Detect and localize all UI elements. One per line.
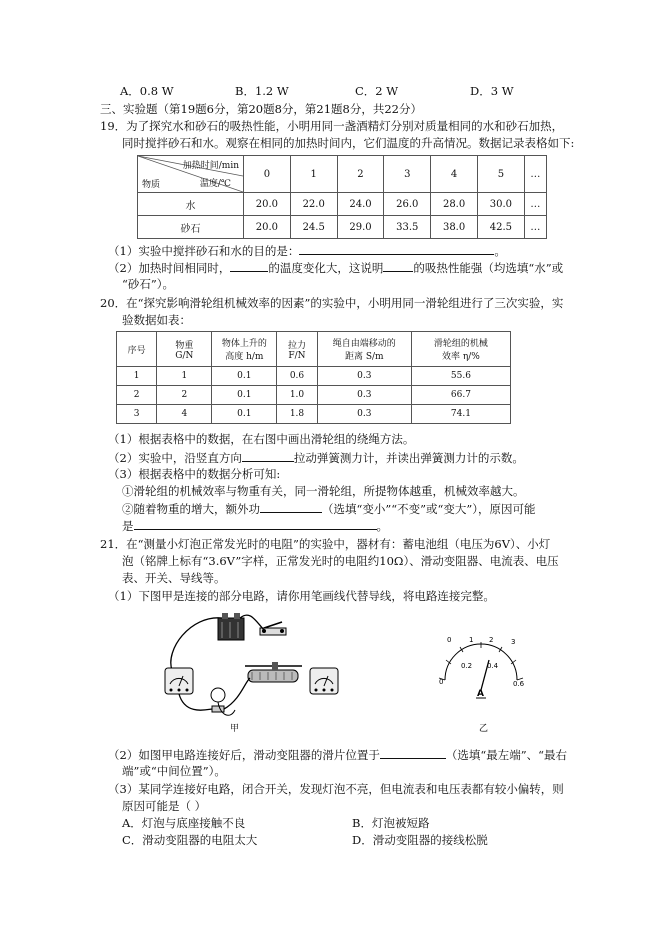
q19-s1 xyxy=(108,242,506,259)
table-row xyxy=(138,216,547,239)
cell: 38.0 xyxy=(431,216,478,239)
time-cell: 4 xyxy=(431,156,478,193)
battery-icon xyxy=(218,613,244,640)
cell: 0.3 xyxy=(317,405,411,424)
th-unit: 距离 S/m xyxy=(344,352,384,362)
meter-unit: A xyxy=(477,689,484,699)
th-text: 绳自由端移动的 xyxy=(332,339,396,349)
th-text: 拉力 xyxy=(287,340,306,351)
row-name: 水 xyxy=(138,193,244,216)
cell: 26.0 xyxy=(384,193,431,216)
q20-s3: （3）根据表格中的数据分析可知: xyxy=(108,467,281,481)
q21-s1: （1）下图甲是连接的部分电路，请你用笔画线代替导线，将电路连接完整。 xyxy=(108,589,495,603)
q20-s3-2-b: （选填“变小”“不变”或“变大”），原因可能 xyxy=(322,502,536,516)
circuit-figure xyxy=(160,610,350,735)
cell: 42.5 xyxy=(477,216,524,239)
cell: 20.0 xyxy=(244,193,291,216)
time-cell: 0 xyxy=(244,156,291,193)
ammeter-dial xyxy=(425,630,535,735)
tick-label: 0.4 xyxy=(487,662,499,670)
th-unit: F/N xyxy=(288,350,306,361)
header-substance: 物质 xyxy=(142,180,161,190)
table-row xyxy=(117,386,511,405)
th-efficiency xyxy=(411,332,510,367)
tick-label: 2 xyxy=(489,636,494,644)
q21-option-b: B．灯泡被短路 xyxy=(352,816,430,830)
ammeter-icon xyxy=(165,668,193,694)
q19-s2-d: “砂石”）。 xyxy=(122,277,175,291)
cell: 74.1 xyxy=(411,405,510,424)
th-text: 滑轮组的机械 xyxy=(433,339,488,349)
q20-s3-3 xyxy=(122,517,388,534)
voltmeter-icon xyxy=(310,668,338,694)
cell: 1.0 xyxy=(277,386,317,405)
time-cell: … xyxy=(524,156,546,193)
q19-s1-text: （1）实验中搅拌砂石和水的目的是： xyxy=(108,244,300,258)
q21-option-d: D．滑动变阻器的接线松脱 xyxy=(352,833,488,847)
cell: 2 xyxy=(157,386,212,405)
cell: 66.7 xyxy=(411,386,510,405)
cell: 0.1 xyxy=(212,386,277,405)
q20-s3-2-a: ②随着物重的增大，额外功 xyxy=(122,502,260,516)
cell: 30.0 xyxy=(477,193,524,216)
option-d: D．3 W xyxy=(470,84,514,98)
cell: … xyxy=(524,216,546,239)
q20-table xyxy=(116,331,511,424)
header-temp: 温度/℃ xyxy=(199,179,231,189)
header-time: 加热时间/min xyxy=(182,161,239,171)
th-unit: 高度 h/m xyxy=(225,352,264,362)
q20-s3-3-a: 是 xyxy=(122,519,134,533)
cell: 22.0 xyxy=(290,193,337,216)
answer-blank[interactable] xyxy=(383,259,413,272)
cell: 33.5 xyxy=(384,216,431,239)
table-row xyxy=(117,405,511,424)
q20-s2-a: （2）实验中，沿竖直方向 xyxy=(108,451,242,465)
cell: 4 xyxy=(157,405,212,424)
q20-line2: 验数据如表： xyxy=(122,313,191,327)
q21-line1: 21．在“测量小灯泡正常发光时的电阻”的实验中，器材有：蓄电池组（电压为6V）、小灯 xyxy=(100,537,551,551)
th-weight xyxy=(157,332,212,367)
q21-s2-b: （选填“最左端”、“最右 xyxy=(445,748,567,762)
cell: 0.1 xyxy=(212,405,277,424)
q20-s3-3-b: 。 xyxy=(376,519,388,533)
answer-blank[interactable] xyxy=(299,242,494,255)
q19-s2 xyxy=(108,259,563,276)
q19-s1-end: 。 xyxy=(494,244,506,258)
cell: 29.0 xyxy=(337,216,384,239)
tick-label: 1 xyxy=(469,636,474,644)
q21-line2: 泡（铭牌上标有“3.6V”字样，正常发光时的电阻约10Ω）、滑动变阻器、电流表、电压 xyxy=(122,554,559,568)
th-force xyxy=(277,332,317,367)
cell: 1 xyxy=(157,367,212,386)
cell: 0.3 xyxy=(317,386,411,405)
q21-option-a: A．灯泡与底座接触不良 xyxy=(122,816,246,830)
q20-s2-b: 拉动弹簧测力计，并读出弹簧测力计的示数。 xyxy=(293,451,524,465)
q20-s1: （1）根据表格中的数据，在右图中画出滑轮组的绕绳方法。 xyxy=(108,432,415,446)
cell: 20.0 xyxy=(244,216,291,239)
row-name: 砂石 xyxy=(138,216,244,239)
q20-s3-1: ①滑轮组的机械效率与物重有关，同一滑轮组，所提物体越重，机械效率越大。 xyxy=(122,484,525,498)
cell: 28.0 xyxy=(431,193,478,216)
q19-line2: 同时搅拌砂石和水。观察在相同的加热时间内，它们温度的升高情况。数据记录表格如下: xyxy=(122,136,575,150)
q21-s3-a: （3）某同学连接好电路，闭合开关，发现灯泡不亮，但电流表和电压表都有较小偏转，则 xyxy=(108,782,564,796)
tick-label: 0 xyxy=(447,636,452,644)
section-title: 三、实验题（第19题6分，第20题8分，第21题8分，共22分） xyxy=(100,102,422,116)
cell: 24.0 xyxy=(337,193,384,216)
option-b: B．1.2 W xyxy=(235,84,289,98)
time-cell: 3 xyxy=(384,156,431,193)
th-height xyxy=(212,332,277,367)
answer-blank[interactable] xyxy=(230,259,268,272)
q21-s2-c: 端”或“中间位置”）。 xyxy=(122,764,226,778)
th-distance xyxy=(317,332,411,367)
th-text: 物体上升的 xyxy=(221,339,267,349)
th-text: 序号 xyxy=(127,345,146,356)
q20-line1: 20．在“探究影响滑轮组机械效率的因素”的实验中，小明用同一滑轮组进行了三次实验，实 xyxy=(100,296,564,310)
th-text: 物重 xyxy=(175,340,194,351)
q21-option-c: C．滑动变阻器的电阻太大 xyxy=(122,833,258,847)
cell: 0.1 xyxy=(212,367,277,386)
rheostat-icon xyxy=(245,662,302,682)
answer-blank[interactable] xyxy=(380,746,446,759)
tick-label: 0.6 xyxy=(513,680,525,688)
q21-s2 xyxy=(108,746,567,763)
time-cell: 1 xyxy=(290,156,337,193)
q20-s2 xyxy=(108,449,524,466)
th-index xyxy=(117,332,157,367)
cell: 24.5 xyxy=(290,216,337,239)
time-cell: 2 xyxy=(337,156,384,193)
table-row xyxy=(138,193,547,216)
q19-s2-b: 的温度变化大，这说明 xyxy=(268,261,384,275)
answer-blank[interactable] xyxy=(260,500,322,513)
switch-icon xyxy=(260,622,286,635)
q20-s3-2 xyxy=(122,500,536,517)
option-a: A．0.8 W xyxy=(120,84,174,98)
q19-s2-c: 的吸热性能强（均选填“水”或 xyxy=(413,261,564,275)
q21-line3: 表、开关、导线等。 xyxy=(122,571,226,585)
q19-header-cell xyxy=(138,156,244,193)
q21-s2-a: （2）如图甲电路连接好后，滑动变阻器的滑片位置于 xyxy=(108,748,380,762)
cell: 0.3 xyxy=(317,367,411,386)
answer-blank[interactable] xyxy=(242,449,294,462)
tick-label: 0 xyxy=(439,678,444,686)
th-unit: 效率 η/% xyxy=(442,352,480,362)
q19-table xyxy=(137,155,547,239)
time-cell: 5 xyxy=(477,156,524,193)
cell: 1 xyxy=(117,367,157,386)
tick-label: 3 xyxy=(511,638,516,646)
q19-line1: 19．为了探究水和砂石的吸热性能，小明用同一盏酒精灯分别对质量相同的水和砂石加热， xyxy=(100,119,564,133)
th-unit: G/N xyxy=(175,350,194,361)
lamp-icon xyxy=(211,688,225,712)
answer-blank[interactable] xyxy=(134,517,377,530)
cell: 0.6 xyxy=(277,367,317,386)
cell: 1.8 xyxy=(277,405,317,424)
option-c: C．2 W xyxy=(355,84,399,98)
figure-label-jia: 甲 xyxy=(230,724,240,734)
cell: 55.6 xyxy=(411,367,510,386)
table-row xyxy=(117,367,511,386)
q21-s3-b: 原因可能是（ ） xyxy=(122,799,207,813)
figure-label-yi: 乙 xyxy=(479,724,489,734)
cell: … xyxy=(524,193,546,216)
cell: 3 xyxy=(117,405,157,424)
tick-label: 0.2 xyxy=(461,662,473,670)
cell: 2 xyxy=(117,386,157,405)
q19-s2-a: （2）加热时间相同时， xyxy=(108,261,231,275)
